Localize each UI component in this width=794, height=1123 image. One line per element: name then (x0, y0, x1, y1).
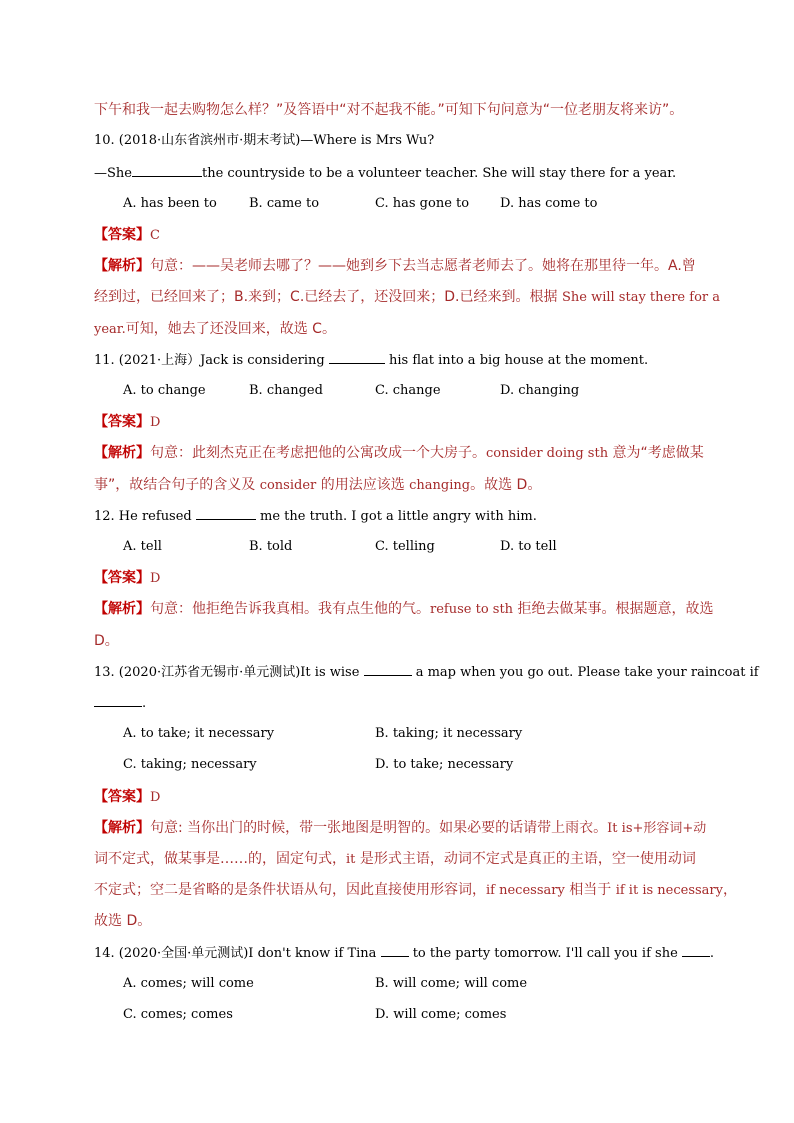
q10-option-b: B. came to (249, 196, 320, 211)
q11-analysis-line2 (94, 476, 541, 495)
q14-stem-end: . (709, 946, 715, 961)
q12-stem-part-a: 12. He refused (94, 509, 192, 524)
q13-stem-part-b: a map when you go out. Please take your raincoat if (415, 665, 759, 680)
analysis-tag: 【解析】 (94, 445, 150, 461)
analysis-tag: 【解析】 (94, 601, 150, 617)
q11-analysis-line1 (94, 444, 704, 463)
q11-analysis-word-2: changing (409, 478, 471, 493)
q14-blank-1 (381, 944, 409, 957)
q12-option-d: D. to tell (500, 539, 557, 554)
q14-blank-2 (682, 944, 710, 957)
q12-analysis-text-2: 拒绝去做某事。根据题意，故选 (513, 601, 714, 617)
q12-option-b: B. told (249, 539, 293, 554)
q10-analysis-line1 (94, 257, 696, 275)
q12-option-a: A. tell (123, 539, 162, 554)
q12-analysis-text-1: 句意：他拒绝告诉我真相。我有点生他的气。 (150, 601, 430, 617)
q10-answer (94, 226, 160, 245)
q13-analysis-line1 (94, 819, 706, 838)
analysis-tag: 【解析】 (94, 820, 150, 836)
q11-stem (94, 351, 648, 370)
q12-analysis-line1 (94, 600, 714, 619)
q10-analysis-text-3: 可知，她去了还没回来，故选 C。 (125, 321, 336, 337)
q11-answer (94, 413, 160, 432)
q12-blank (196, 507, 256, 520)
q13-analysis-text-2: 词不定式，做某事是……的，固定句式， (94, 851, 346, 867)
q14-option-d: D. will come; comes (375, 1007, 507, 1022)
q13-answer-value: D (150, 790, 161, 805)
q10-stem-part-a: —She (94, 166, 132, 181)
q11-blank (329, 351, 385, 364)
q13-answer (94, 788, 160, 807)
q11-option-a: A. to change (123, 383, 206, 398)
q12-analysis-phrase: refuse to sth (430, 602, 514, 617)
q12-option-c: C. telling (375, 539, 435, 554)
q13-analysis-word: it (346, 852, 356, 867)
q13-analysis-text-1: 句意: 当你出门的时候，带一张地图是明智的。如果必要的话请带上雨衣。 (150, 820, 608, 836)
q14-stem-part-a: 14. (2020·全国·单元测试)I don't know if Tina (94, 946, 377, 961)
q11-option-d: D. changing (500, 383, 580, 398)
q13-option-b: B. taking; it necessary (375, 726, 523, 741)
answer-tag: 【答案】 (94, 227, 150, 243)
q13-option-c: C. taking; necessary (123, 757, 257, 772)
q13-analysis-text-6: ， (722, 882, 737, 898)
q13-option-a: A. to take; it necessary (123, 726, 275, 741)
q11-analysis-text-5: 。故选 D。 (470, 477, 542, 493)
q11-stem-part-b: his flat into a big house at the moment. (388, 353, 649, 368)
q11-analysis-text-1: 句意：此刻杰克正在考虑把他的公寓改成一个大房子。 (150, 445, 486, 461)
q10-analysis-line2 (94, 288, 720, 307)
q10-stem-line2 (94, 164, 676, 183)
q13-analysis-line2 (94, 850, 696, 869)
q12-stem (94, 507, 537, 526)
q10-analysis-text-1: 句意：——吴老师去哪了？——她到乡下去当志愿者老师去了。她将在那里待一年。A.曾 (150, 258, 696, 274)
answer-tag: 【答案】 (94, 570, 150, 586)
q11-analysis-phrase: consider doing sth (486, 446, 609, 461)
q10-analysis-quote: She will stay there for a (561, 290, 720, 305)
q10-analysis-text-2: 经到过，已经回来了；B.来到；C.已经去了，还没回来；D.已经来到。根据 (94, 289, 562, 305)
q13-analysis-line4: 故选 D。 (94, 913, 152, 929)
q11-analysis-text-2: 意为“考虑做某 (608, 445, 704, 461)
q13-option-d: D. to take; necessary (375, 757, 514, 772)
q11-option-b: B. changed (249, 383, 323, 398)
q12-answer (94, 569, 160, 588)
q11-analysis-text-3: 事”，故结合句子的含义及 (94, 477, 260, 493)
q10-option-a: A. has been to (123, 196, 217, 211)
q11-analysis-word: consider (259, 478, 317, 493)
q10-stem: 10. (2018·山东省滨州市·期末考试)—Where is Mrs Wu? (94, 133, 435, 148)
q11-answer-value: D (150, 415, 161, 430)
q11-analysis-text-4: 的用法应该选 (316, 477, 410, 493)
q13-stem (94, 663, 759, 682)
q13-analysis-text-4: 不定式；空二是省略的是条件状语从句，因此直接使用形容词， (94, 882, 486, 898)
q10-option-c: C. has gone to (375, 196, 470, 211)
q13-analysis-phrase: if necessary (486, 883, 565, 898)
q13-stem-end: . (142, 696, 147, 711)
q13-analysis-phrase-2: if it is necessary (615, 883, 723, 898)
q10-answer-value: C (150, 228, 160, 243)
answer-tag: 【答案】 (94, 414, 150, 430)
q12-answer-value: D (150, 571, 161, 586)
q13-analysis-text-3: 是形式主语，动词不定式是真正的主语，空一使用动词 (355, 851, 696, 867)
q14-option-a: A. comes; will come (123, 976, 254, 991)
q11-stem-part-a: 11. (2021·上海）Jack is considering (94, 353, 325, 368)
q13-analysis-line3 (94, 881, 737, 900)
answer-tag: 【答案】 (94, 789, 150, 805)
q14-stem-part-b: to the party tomorrow. I'll call you if she (412, 946, 678, 961)
q14-option-b: B. will come; will come (375, 976, 528, 991)
q13-stem-part-a: 13. (2020·江苏省无锡市·单元测试)It is wise (94, 665, 360, 680)
q11-option-c: C. change (375, 383, 441, 398)
q13-blank-2 (94, 694, 142, 707)
analysis-tag: 【解析】 (94, 258, 150, 274)
q12-analysis-line2: D。 (94, 633, 119, 649)
q10-blank (132, 164, 202, 177)
q10-stem-part-b: the countryside to be a volunteer teacher. She will stay there for a year. (201, 166, 677, 181)
q13-stem-line2 (94, 694, 146, 713)
q14-stem (94, 944, 714, 963)
q13-analysis-pattern: It is+形容词+动 (607, 821, 707, 836)
q13-blank-1 (364, 663, 412, 676)
q10-analysis-quote-end: year. (94, 322, 126, 337)
q10-analysis-line3 (94, 320, 336, 339)
q12-stem-part-b: me the truth. I got a little angry with him. (260, 509, 537, 524)
q10-option-d: D. has come to (500, 196, 598, 211)
analysis-continuation: 下午和我一起去购物怎么样？”及答语中“对不起我不能。”可知下句问意为“一位老朋友将来访”。 (94, 102, 684, 118)
q14-option-c: C. comes; comes (123, 1007, 233, 1022)
q13-analysis-text-5: 相当于 (564, 882, 616, 898)
